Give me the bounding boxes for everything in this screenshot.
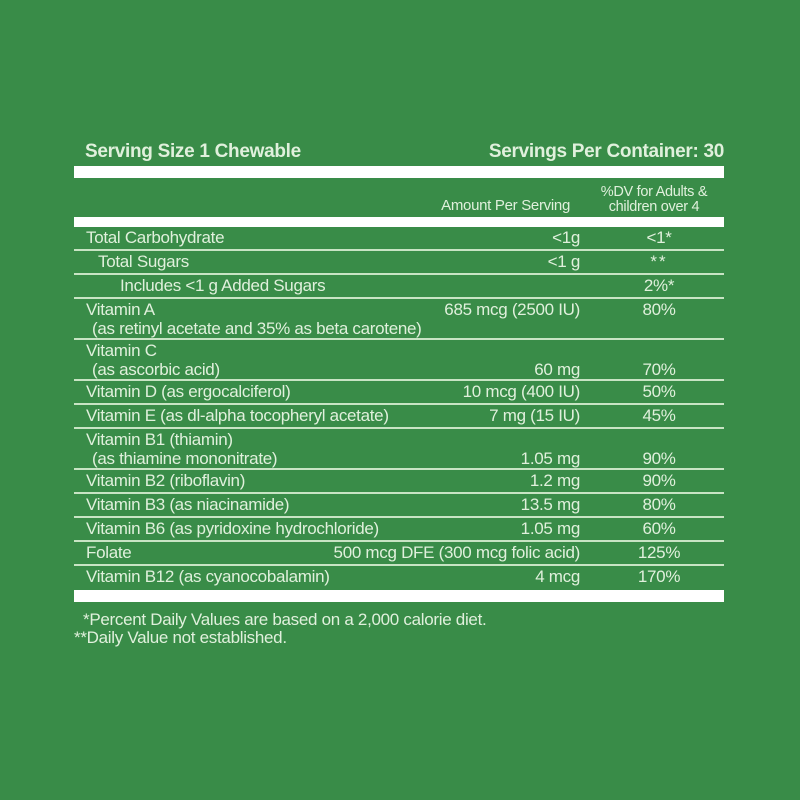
- column-header-row: [74, 178, 724, 217]
- nutrient-amount: [580, 275, 594, 296]
- nutrient-name: Vitamin B1 (thiamin): [86, 430, 233, 449]
- table-row-vitamin-b1: [74, 429, 724, 470]
- nutrient-name: Vitamin B2 (riboflavin): [86, 471, 246, 490]
- nutrient-name: Total Sugars: [98, 252, 189, 271]
- nutrient-name: Vitamin D (as ergocalciferol): [86, 382, 291, 401]
- footnote-percent-dv: *Percent Daily Values are based on a 2,000 calorie diet.: [83, 610, 487, 629]
- nutrient-name: Total Carbohydrate: [86, 228, 225, 247]
- nutrient-table: [74, 227, 724, 590]
- nutrient-source-note: (as thiamine mononitrate): [92, 449, 278, 468]
- nutrient-name: Vitamin E (as dl-alpha tocopheryl acetate): [86, 406, 389, 425]
- nutrient-name: Vitamin C: [86, 341, 157, 360]
- amount-column-header: Amount Per Serving: [441, 197, 570, 214]
- nutrient-dv: <1*: [646, 228, 672, 247]
- nutrient-amount: 500 mcg DFE (300 mcg folic acid): [333, 543, 580, 562]
- divider-bar-top: [74, 166, 724, 178]
- table-row-vitamin-b12: [74, 566, 724, 590]
- nutrient-amount: 13.5 mg: [520, 495, 580, 514]
- dv-column-header-line2: children over 4: [608, 198, 700, 215]
- table-row-vitamin-c: [74, 340, 724, 381]
- table-row-vitamin-a: [74, 299, 724, 340]
- table-row-vitamin-b6: [74, 518, 724, 542]
- nutrient-amount: 60 mg: [534, 360, 580, 379]
- serving-size-text: Serving Size 1 Chewable: [85, 141, 301, 162]
- nutrient-name: Vitamin B3 (as niacinamide): [86, 495, 290, 514]
- nutrient-dv: 90%: [642, 471, 676, 490]
- nutrient-amount: 4 mcg: [535, 567, 580, 586]
- nutrient-dv: 80%: [642, 300, 676, 319]
- nutrient-amount: 685 mcg (2500 IU): [444, 300, 580, 319]
- table-row-added-sugars: [74, 275, 724, 299]
- footnotes: [74, 611, 724, 647]
- nutrient-amount: 1.2 mg: [529, 471, 580, 490]
- nutrient-dv: 125%: [637, 543, 681, 562]
- nutrient-source-note: (as retinyl acetate and 35% as beta carotene): [92, 319, 422, 338]
- nutrient-dv: 50%: [642, 382, 676, 401]
- nutrient-name: Includes <1 g Added Sugars: [120, 276, 326, 295]
- table-row-total-carbohydrate: [74, 227, 724, 251]
- nutrient-name: Folate: [86, 543, 132, 562]
- divider-bar-header: [74, 217, 724, 227]
- table-row-vitamin-b3: [74, 494, 724, 518]
- nutrient-dv: 90%: [642, 449, 676, 468]
- nutrient-source-note: (as ascorbic acid): [92, 360, 220, 379]
- table-row-folate: [74, 542, 724, 566]
- nutrient-name: Vitamin B12 (as cyanocobalamin): [86, 567, 330, 586]
- nutrient-dv: 60%: [642, 519, 676, 538]
- nutrient-amount: 7 mg (15 IU): [489, 406, 580, 425]
- supplement-facts-label: [74, 140, 724, 647]
- dv-column-header: [584, 185, 724, 214]
- servings-per-container-text: Servings Per Container: 30: [488, 141, 724, 162]
- table-row-total-sugars: [74, 251, 724, 275]
- nutrient-dv: **: [650, 252, 668, 271]
- nutrient-dv: 2%*: [643, 276, 675, 295]
- nutrient-dv: 80%: [642, 495, 676, 514]
- nutrient-amount: 1.05 mg: [520, 449, 580, 468]
- divider-bar-bottom: [74, 590, 724, 602]
- nutrient-dv: 170%: [637, 567, 681, 586]
- nutrient-name: Vitamin A: [86, 300, 155, 319]
- footnote-dv-not-established: **Daily Value not established.: [74, 628, 287, 647]
- nutrient-amount: <1 g: [547, 252, 580, 271]
- table-row-vitamin-b2: [74, 470, 724, 494]
- nutrient-dv: 70%: [642, 360, 676, 379]
- dv-column-header-line1: %DV for Adults &: [600, 184, 708, 200]
- nutrient-dv: 45%: [642, 406, 676, 425]
- nutrient-amount: 1.05 mg: [520, 519, 580, 538]
- nutrient-amount: <1g: [552, 228, 580, 247]
- nutrient-amount: 10 mcg (400 IU): [462, 382, 580, 401]
- serving-info-row: [74, 140, 724, 166]
- table-row-vitamin-e: [74, 405, 724, 429]
- nutrient-name: Vitamin B6 (as pyridoxine hydrochloride): [86, 519, 379, 538]
- table-row-vitamin-d: [74, 381, 724, 405]
